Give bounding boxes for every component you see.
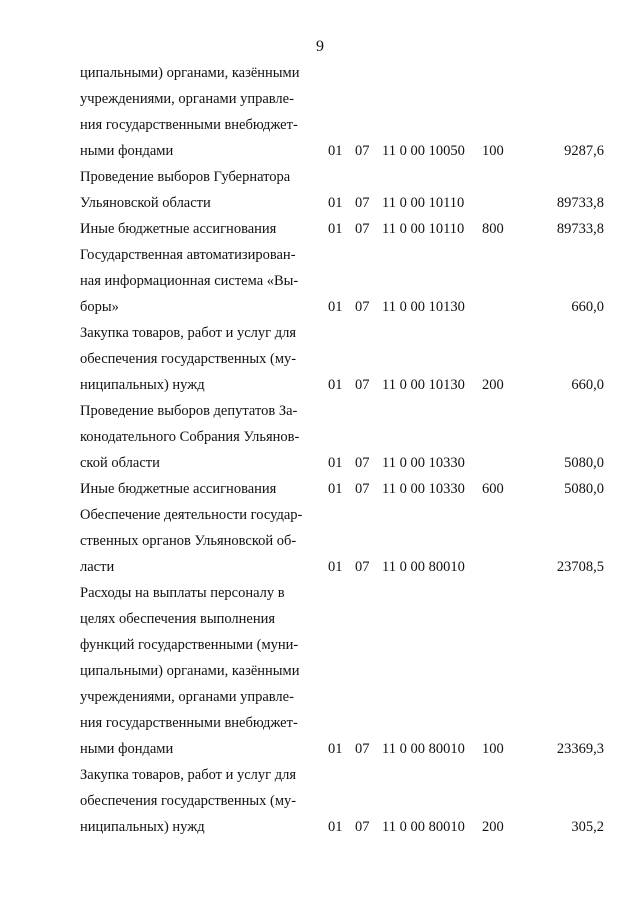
subsection-code: 07: [355, 559, 370, 575]
row-codes: [80, 372, 604, 398]
section-code: 01: [328, 377, 343, 393]
row-codes: [80, 554, 604, 580]
subsection-code: 07: [355, 741, 370, 757]
target-article-code: 11 0 00 10050: [382, 143, 465, 159]
row-name: Иные бюджетные ассигнования: [80, 481, 277, 497]
subsection-code: 07: [355, 195, 370, 211]
row-name: Проведение выборов Губернатора Ульяновской области: [80, 169, 291, 211]
row-codes: [80, 476, 604, 502]
amount: 5080,0: [564, 481, 604, 497]
expense-type-code: 200: [482, 819, 504, 835]
table-row: [80, 580, 604, 762]
section-code: 01: [328, 741, 343, 757]
section-code: 01: [328, 481, 343, 497]
expense-type-code: 100: [482, 741, 504, 757]
section-code: 01: [328, 143, 343, 159]
target-article-code: 11 0 00 80010: [382, 741, 465, 757]
subsection-code: 07: [355, 377, 370, 393]
row-name: ципальными) органами, казёнными учреждениями, органами управле- ния государственными внебюджет- ными фондами: [80, 65, 300, 159]
table-row: [80, 476, 604, 502]
expense-type-code: 600: [482, 481, 504, 497]
table-row: [80, 502, 604, 580]
row-name: Государственная автоматизирован- ная информационная система «Вы- боры»: [80, 247, 299, 315]
target-article-code: 11 0 00 80010: [382, 559, 465, 575]
table-row: [80, 398, 604, 476]
target-article-code: 11 0 00 10130: [382, 377, 465, 393]
amount: 5080,0: [564, 455, 604, 471]
row-name: Иные бюджетные ассигнования: [80, 221, 277, 237]
row-name: Расходы на выплаты персоналу в целях обеспечения выполнения функций государственными (муни- ципальными) органами, казёнными учреждениями, органами управле- ния государственными внебюджет- ными фондами: [80, 585, 300, 757]
row-codes: [80, 190, 604, 216]
table-row: [80, 164, 604, 216]
expense-type-code: 100: [482, 143, 504, 159]
row-codes: [80, 216, 604, 242]
target-article-code: 11 0 00 10110: [382, 221, 465, 237]
section-code: 01: [328, 299, 343, 315]
target-article-code: 11 0 00 10110: [382, 195, 465, 211]
table-row: [80, 60, 604, 164]
row-codes: [80, 138, 604, 164]
row-name: Обеспечение деятельности государ- ственных органов Ульяновской об- ласти: [80, 507, 303, 575]
target-article-code: 11 0 00 80010: [382, 819, 465, 835]
amount: 660,0: [571, 299, 604, 315]
subsection-code: 07: [355, 143, 370, 159]
row-name: Проведение выборов депутатов За- конодательного Собрания Ульянов- ской области: [80, 403, 300, 471]
page-number: 9: [316, 38, 324, 55]
amount: 305,2: [571, 819, 604, 835]
row-codes: [80, 814, 604, 840]
amount: 89733,8: [556, 221, 604, 237]
subsection-code: 07: [355, 221, 370, 237]
row-codes: [80, 450, 604, 476]
target-article-code: 11 0 00 10330: [382, 481, 465, 497]
subsection-code: 07: [355, 455, 370, 471]
target-article-code: 11 0 00 10330: [382, 455, 465, 471]
amount: 660,0: [571, 377, 604, 393]
amount: 23369,3: [556, 741, 604, 757]
section-code: 01: [328, 559, 343, 575]
row-name: Закупка товаров, работ и услуг для обеспечения государственных (му- ниципальных) нужд: [80, 767, 297, 835]
row-codes: [80, 294, 604, 320]
section-code: 01: [328, 221, 343, 237]
subsection-code: 07: [355, 481, 370, 497]
table-row: [80, 762, 604, 840]
table-row: [80, 216, 604, 242]
subsection-code: 07: [355, 299, 370, 315]
amount: 89733,8: [556, 195, 604, 211]
section-code: 01: [328, 195, 343, 211]
table-row: [80, 242, 604, 320]
amount: 9287,6: [564, 143, 604, 159]
amount: 23708,5: [556, 559, 604, 575]
row-codes: [80, 736, 604, 762]
row-name: Закупка товаров, работ и услуг для обеспечения государственных (му- ниципальных) нужд: [80, 325, 297, 393]
subsection-code: 07: [355, 819, 370, 835]
expense-type-code: 800: [482, 221, 504, 237]
budget-table: [80, 60, 604, 840]
table-row: [80, 320, 604, 398]
expense-type-code: 200: [482, 377, 504, 393]
section-code: 01: [328, 455, 343, 471]
target-article-code: 11 0 00 10130: [382, 299, 465, 315]
section-code: 01: [328, 819, 343, 835]
